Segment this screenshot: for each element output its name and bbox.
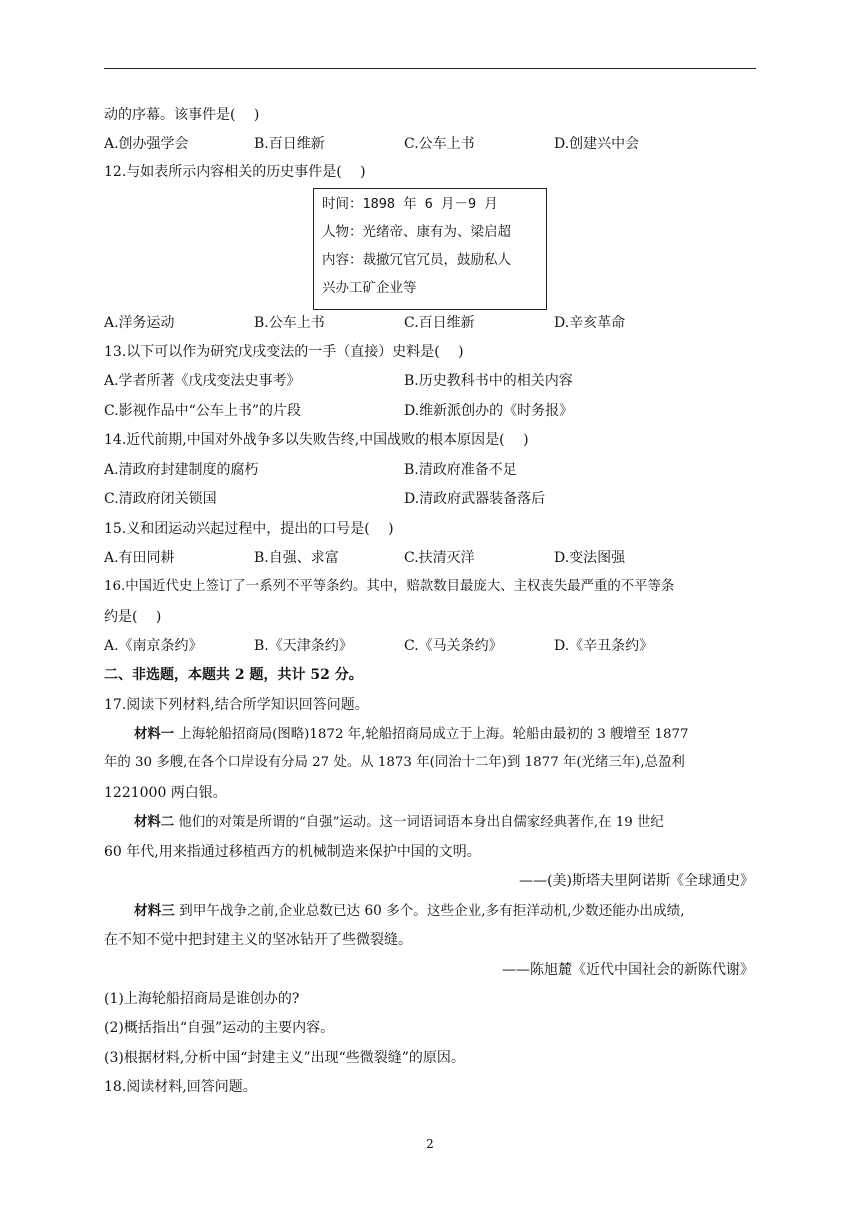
- q16-option-b: B.《天津条约》: [254, 638, 353, 654]
- section2-heading: 二、非选题，本题共 2 题，共计 52 分。: [104, 667, 363, 683]
- q17-material1-text1: 上海轮船招商局(图略)1872 年,轮船招商局成立于上海。轮船由最初的 3 艘增至 1877: [174, 727, 689, 742]
- q17-material2-line2: 60 年代,用来指通过移植西方的机械制造来保护中国的文明。: [104, 844, 481, 860]
- q12-option-b: B.公车上书: [254, 315, 325, 331]
- q17-material2-line1: [134, 812, 664, 833]
- q17-stem: 17.阅读下列材料,结合所学知识回答问题。: [104, 697, 369, 713]
- q16-stem-line2: 约是( ): [104, 609, 162, 625]
- q17-material2-text1: 他们的对策是所谓的“自强”运动。这一词语词语本身出自儒家经典著作,在 19 世纪: [174, 815, 664, 830]
- q13-option-b: B.历史教科书中的相关内容: [404, 373, 573, 389]
- q14-option-b: B.清政府准备不足: [404, 462, 517, 478]
- q14-option-a: A.清政府封建制度的腐朽: [104, 462, 259, 478]
- q11-option-d: D.创建兴中会: [554, 136, 640, 152]
- q17-material1-line3: 1221000 两白银。: [104, 785, 227, 801]
- page-number: 2: [426, 1137, 434, 1151]
- q12-info-table: [313, 188, 547, 310]
- q13-stem: 13.以下可以作为研究戊戌变法的一手（直接）史料是( ): [104, 344, 464, 360]
- q17-material3-text1: 到甲午战争之前,企业总数已达 60 多个。这些企业,多有拒洋动机,少数还能办出成绩,: [174, 903, 685, 919]
- q13-option-c: C.影视作品中“公车上书”的片段: [104, 403, 301, 419]
- header-rule: [104, 68, 756, 69]
- q12-table-people: 人物：光绪帝、康有为、梁启超: [322, 224, 511, 240]
- q15-stem: 15.义和团运动兴起过程中，提出的口号是( ): [104, 521, 394, 537]
- q14-option-d: D.清政府武器装备落后: [404, 491, 546, 507]
- q11-stem-tail: 动的序幕。该事件是( ): [104, 107, 260, 123]
- q15-option-a: A.有田同耕: [104, 550, 175, 566]
- q16-stem-line1: 16.中国近代史上签订了一系列不平等条约。其中，赔款数目最庞大、主权丧失最严重的不平等条: [104, 579, 675, 594]
- q17-material1-line1: [134, 724, 689, 745]
- q14-stem: 14.近代前期,中国对外战争多以失败告终,中国战败的根本原因是( ): [104, 432, 529, 448]
- q15-option-b: B.自强、求富: [254, 550, 339, 566]
- q11-option-b: B.百日维新: [254, 136, 325, 152]
- q17-material1-line2: 年的 30 多艘,在各个口岸设有分局 27 处。从 1873 年(同治十二年)到 1877 年(光绪三年),总盈利: [104, 755, 685, 770]
- q11-option-a: A.创办强学会: [104, 136, 189, 152]
- q12-table-time: 时间：1898 年 6 月－9 月: [322, 196, 498, 212]
- q12-table-content: 内容：裁撤冗官冗员，鼓励私人: [322, 252, 511, 268]
- q15-option-c: C.扶清灭洋: [404, 550, 475, 566]
- q17-material3-label: 材料三: [134, 903, 175, 919]
- q17-material1-label: 材料一: [134, 726, 175, 742]
- q12-option-c: C.百日维新: [404, 315, 475, 331]
- q14-option-c: C.清政府闭关锁国: [104, 491, 217, 507]
- q16-option-d: D.《辛丑条约》: [554, 638, 654, 654]
- q13-option-a: A.学者所著《戊戌变法史事考》: [104, 373, 301, 389]
- q17-material2-label: 材料二: [134, 814, 175, 830]
- q16-option-a: A.《南京条约》: [104, 638, 203, 654]
- q15-option-d: D.变法图强: [554, 550, 626, 566]
- q17-subquestion-2: (2)概括指出“自强”运动的主要内容。: [104, 1020, 335, 1036]
- q17-material3-line1: [134, 901, 685, 921]
- q17-subquestion-3: (3)根据材料,分析中国“封建主义”出现“些微裂缝”的原因。: [104, 1050, 465, 1066]
- q17-material2-source: ——(美)斯塔夫里阿诺斯《全球通史》: [519, 873, 754, 889]
- q11-option-c: C.公车上书: [404, 136, 475, 152]
- q13-option-d: D.维新派创办的《时务报》: [404, 403, 574, 419]
- q17-subquestion-1: (1)上海轮船招商局是谁创办的?: [104, 991, 300, 1007]
- q17-material3-source: ——陈旭麓《近代中国社会的新陈代谢》: [502, 962, 754, 978]
- q16-option-c: C.《马关条约》: [404, 638, 503, 654]
- q18-stem: 18.阅读材料,回答问题。: [104, 1079, 257, 1095]
- q12-option-d: D.辛亥革命: [554, 315, 626, 331]
- q17-material3-line2: 在不知不觉中把封建主义的坚冰钻开了些微裂缝。: [104, 932, 412, 948]
- q12-option-a: A.洋务运动: [104, 315, 175, 331]
- q12-table-content-cont: 兴办工矿企业等: [322, 280, 417, 296]
- q12-stem: 12.与如表所示内容相关的历史事件是( ): [104, 164, 366, 180]
